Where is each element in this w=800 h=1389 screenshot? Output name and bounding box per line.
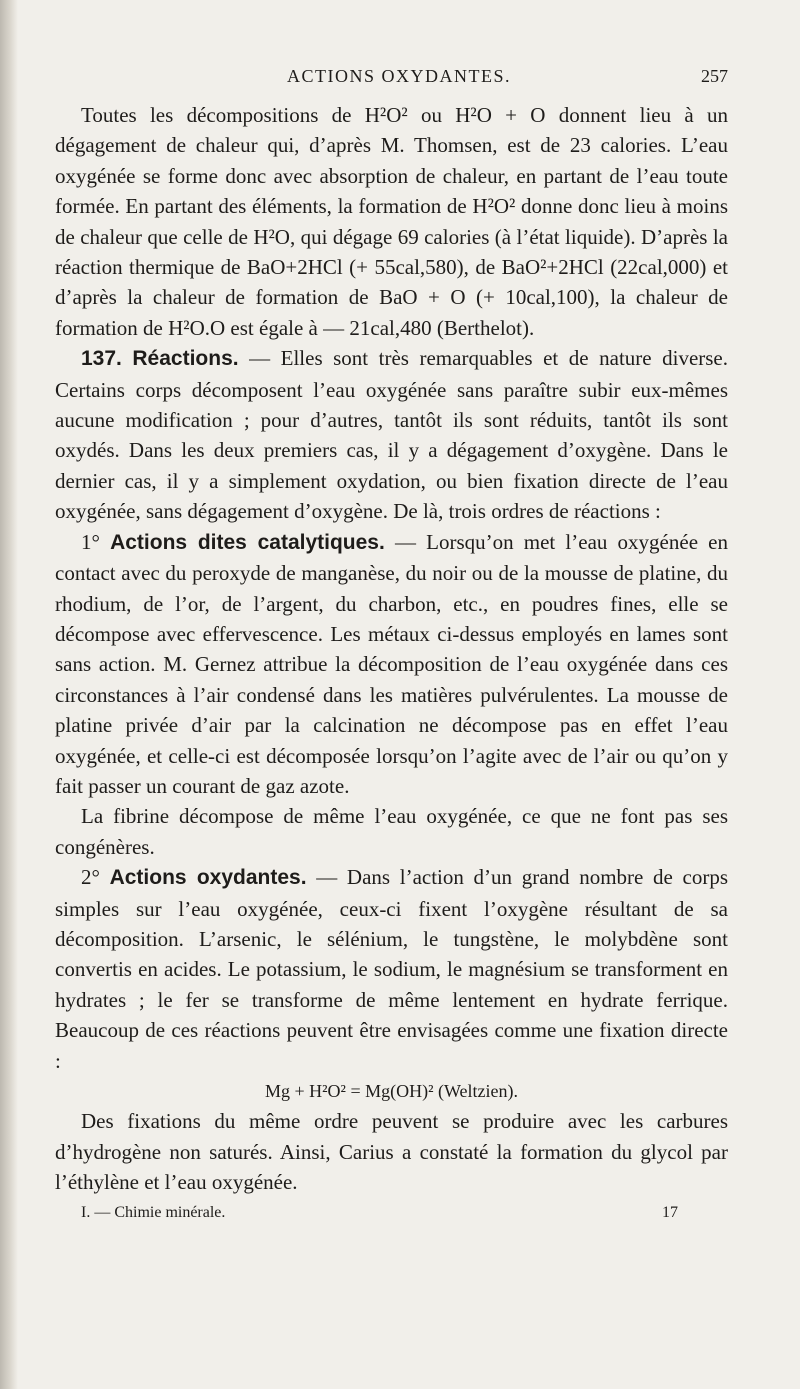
subsection-text: — Lorsqu’on met l’eau oxygénée en contact avec du peroxyde de manganèse, du noir ou de la mousse de platine, du rhodium, de l’or, de l’argent, du charbon, etc., en poudres fines, elle se décompose avec effervescence. Les métaux ci-dessus employés en lames sont sans action. M. Gernez attribue la décomposition de l’eau oxygénée dans ces circonstances à l’air condensé dans les matières pulvérulentes. La mousse de platine privée d’air par la calcination ne décompose pas en effet l’eau oxygénée, et celle-ci est décomposée lorsqu’on l’agite avec de l’air ou qu’on y fait passer un courant de gaz azote. xyxy=(55,529,728,798)
page-number: 257 xyxy=(701,66,728,86)
section-heading: Réactions. xyxy=(132,347,239,371)
signature-mark: I. — Chimie minérale. xyxy=(81,1203,226,1221)
subsection-number: 1° xyxy=(81,529,100,554)
section-number: 137. xyxy=(81,347,122,371)
page-body xyxy=(55,100,728,1220)
subsection-catalytic-actions xyxy=(55,527,728,802)
page-footer xyxy=(55,1198,728,1220)
subsection-heading: Actions dites catalytiques. xyxy=(110,530,385,554)
paragraph-fibrine: La fibrine décompose de même l’eau oxygénée, ce que ne font pas ses congénères. xyxy=(55,804,728,859)
section-text: — Elles sont très remarquables et de nature diverse. Certains corps décomposent l’eau oxygénée sans paraître subir eux-mêmes aucune modification ; pour d’autres, tantôt ils sont réduits, tantôt ils sont oxydés. Dans les deux premiers cas, il y a dégagement d’oxygène. Dans le dernier cas, il y a simplement oxydation, ou bien fixation directe de l’eau oxygénée, sans dégagement d’oxygène. De là, trois ordres de réactions : xyxy=(55,346,728,524)
paragraph-thermochemistry: Toutes les décompositions de H²O² ou H²O + O donnent lieu à un dégagement de chaleur qui, d’après M. Thomsen, est de 23 calories. L’eau oxygénée se forme donc avec absorption de chaleur, en partant de l’eau toute formée. En partant des éléments, la formation de H²O² donne donc lieu à moins de chaleur que celle de H²O, qui dégage 69 calories (à l’état liquide). D’après la réaction thermique de BaO+2HCl (+ 55cal,580), de BaO²+2HCl (22cal,000) et d’après la chaleur de formation de BaO + O (+ 10cal,100), la chaleur de formation de H²O.O est égale à — 21cal,480 (Berthelot). xyxy=(55,103,728,340)
running-title: ACTIONS OXYDANTES. xyxy=(287,66,511,86)
signature-number: 17 xyxy=(662,1203,678,1221)
paragraph-hydrocarbons: Des fixations du même ordre peuvent se produire avec les carbures d’hydrogène non saturés. Ainsi, Carius a constaté la formation du glycol par l’éthylène et l’eau oxygénée. xyxy=(55,1109,728,1195)
section-137-reactions xyxy=(55,343,728,526)
subsection-oxidizing-actions xyxy=(55,862,728,1076)
chemical-formula: Mg + H²O² = Mg(OH)² (Weltzien). xyxy=(265,1081,518,1101)
subsection-text: — Dans l’action d’un grand nombre de corps simples sur l’eau oxygénée, ceux-ci fixent l’oxygène résultant de sa décomposition. L’arsenic, le sélénium, le tungstène, le molybdène sont convertis en acides. Le potassium, le sodium, le magnésium se transforment en hydrates ; le fer se transforme de même lentement en hydrate ferrique. Beaucoup de ces réactions peuvent être envisagées comme une fixation directe : xyxy=(55,865,728,1073)
subsection-heading: Actions oxydantes. xyxy=(109,866,307,890)
page-gutter xyxy=(0,0,18,1389)
page-header xyxy=(70,66,728,96)
subsection-number: 2° xyxy=(81,865,100,890)
